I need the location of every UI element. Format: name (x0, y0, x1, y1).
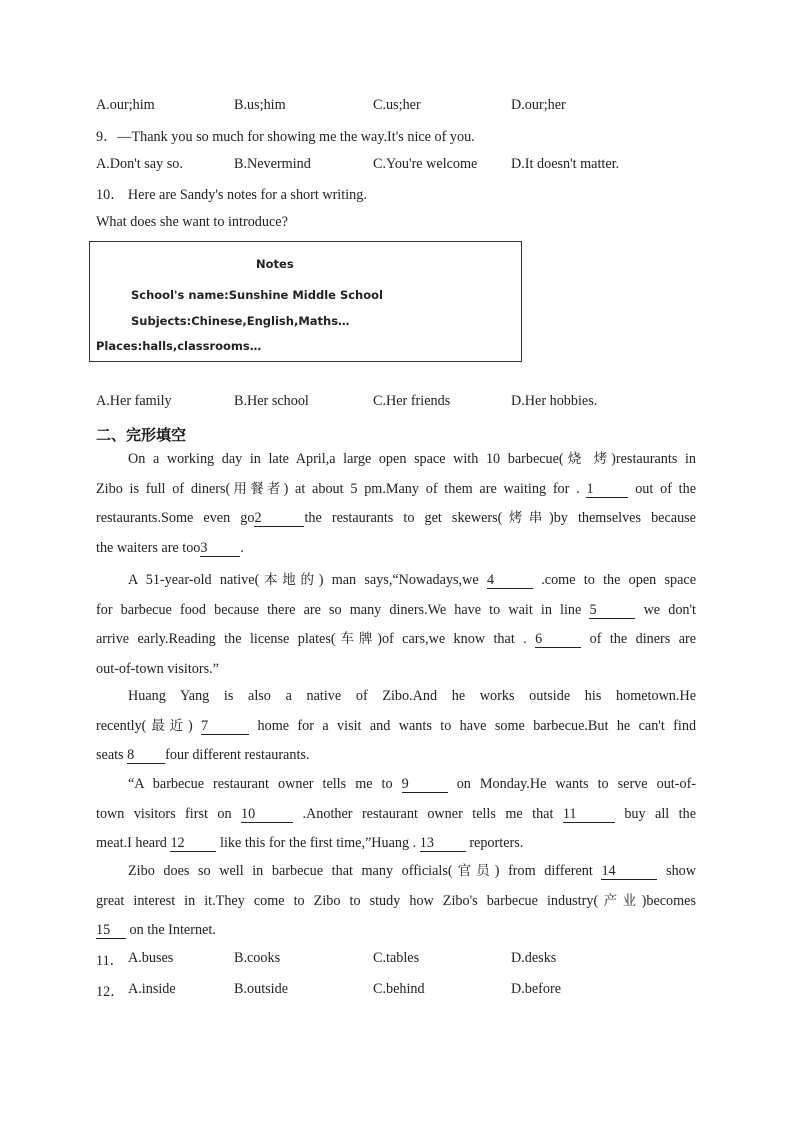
q8-option-d[interactable]: D.our;her (511, 97, 566, 113)
q10-stem: 10． Here are Sandy's notes for a short writing. (96, 187, 367, 203)
passage-line: restaurants.Some even go2 the restaurants to get skewers(烤串)by themselves because (96, 510, 696, 526)
q12-option-c[interactable]: C.behind (373, 981, 425, 997)
blank-5[interactable]: 5 (589, 602, 635, 619)
passage-line: arrive early.Reading the license plates(车牌)of cars,we know that . 6 of the diners are (96, 631, 697, 647)
q12-number: 12． (96, 984, 125, 1000)
q10-option-a[interactable]: A.Her family (96, 393, 172, 409)
passage-line: Zibo does so well in barbecue that many officials(官员) from different 14 show (128, 863, 697, 879)
q8-options (0, 97, 794, 117)
passage-paragraph-2 (96, 570, 696, 688)
notes-box (89, 241, 522, 362)
notes-school: School's name:Sunshine Middle School (131, 288, 383, 302)
blank-14[interactable]: 14 (601, 863, 657, 880)
passage-line: “A barbecue restaurant owner tells me to 9 on Monday.He wants to serve out-of- (128, 776, 697, 792)
blank-10[interactable]: 10 (241, 806, 293, 823)
passage-line: seats 8 four different restaurants. (96, 747, 310, 763)
blank-4[interactable]: 4 (487, 572, 533, 589)
blank-13[interactable]: 13 (420, 835, 466, 852)
blank-2[interactable]: 2 (254, 510, 304, 527)
blank-8[interactable]: 8 (127, 747, 165, 764)
q12-options (0, 981, 794, 1001)
passage-line: On a working day in late April,a large open space with 10 barbecue(烧 烤)restaurants in (128, 451, 696, 467)
blank-11[interactable]: 11 (563, 806, 615, 823)
passage-line: the waiters are too3 . (96, 539, 244, 556)
q11-option-a[interactable]: A.buses (128, 950, 174, 966)
passage-line: for barbecue food because there are so many diners.We have to wait in line 5 we don't (96, 601, 697, 618)
passage-line: 15 on the Internet. (96, 922, 216, 938)
q8-option-a[interactable]: A.our;him (96, 97, 155, 113)
q10-option-d[interactable]: D.Her hobbies. (511, 393, 598, 409)
q9-stem: 9．—Thank you so much for showing me the way.It's nice of you. (96, 129, 475, 145)
q11-number: 11． (96, 953, 124, 969)
q12-option-a[interactable]: A.inside (128, 981, 176, 997)
q12-option-b[interactable]: B.outside (234, 981, 288, 997)
passage-line: Huang Yang is also a native of Zibo.And he works outside his hometown.He (128, 688, 696, 704)
q8-option-b[interactable]: B.us;him (234, 97, 286, 113)
blank-3[interactable]: 3 (200, 540, 240, 557)
blank-12[interactable]: 12 (170, 835, 216, 852)
notes-title: Notes (256, 257, 294, 271)
q8-option-c[interactable]: C.us;her (373, 97, 421, 113)
q10-options (0, 393, 794, 413)
passage-line: out-of-town visitors.” (96, 660, 219, 677)
passage-line: town visitors first on 10 .Another restaurant owner tells me that 11 buy all the (96, 805, 697, 822)
q9-option-c[interactable]: C.You're welcome (373, 156, 478, 172)
q9-options (0, 156, 794, 176)
passage-line: great interest in it.They come to Zibo to study how Zibo's barbecue industry(产业)becomes (96, 892, 696, 909)
q11-option-c[interactable]: C.tables (373, 950, 420, 966)
section-heading: 二、完形填空 (96, 426, 187, 444)
blank-1[interactable]: 1 (586, 481, 628, 498)
blank-15[interactable]: 15 (96, 922, 126, 939)
q9-option-a[interactable]: A.Don't say so. (96, 156, 183, 172)
passage-line: meat.I heard 12 like this for the first time,”Huang . 13 reporters. (96, 835, 524, 851)
q10-question: What does she want to introduce? (96, 214, 288, 230)
passage-paragraph-5 (96, 861, 696, 950)
passage-paragraph-1 (96, 449, 696, 567)
q12-option-d[interactable]: D.before (511, 981, 562, 997)
passage-paragraph-4 (96, 774, 696, 863)
q11-option-d[interactable]: D.desks (511, 950, 557, 966)
q11-options (0, 950, 794, 970)
q10-option-b[interactable]: B.Her school (234, 393, 309, 409)
passage-line: Zibo is full of diners(用餐者) at about 5 pm.Many of them are waiting for . 1 out of the (96, 480, 697, 497)
passage-line: A 51-year-old native(本地的) man says,“Nowadays,we 4 .come to the open space (128, 572, 697, 588)
passage-line: recently(最近) 7 home for a visit and wants to have some barbecue.But he can't find (96, 717, 697, 734)
blank-9[interactable]: 9 (402, 776, 448, 793)
q9-option-b[interactable]: B.Nevermind (234, 156, 311, 172)
blank-6[interactable]: 6 (535, 631, 581, 648)
notes-subjects: Subjects:Chinese,English,Maths… (131, 314, 350, 328)
passage-paragraph-3 (96, 686, 696, 775)
blank-7[interactable]: 7 (201, 718, 249, 735)
q10-option-c[interactable]: C.Her friends (373, 393, 451, 409)
q11-option-b[interactable]: B.cooks (234, 950, 281, 966)
notes-places: Places:halls,classrooms… (96, 339, 262, 353)
q9-option-d[interactable]: D.It doesn't matter. (511, 156, 620, 172)
